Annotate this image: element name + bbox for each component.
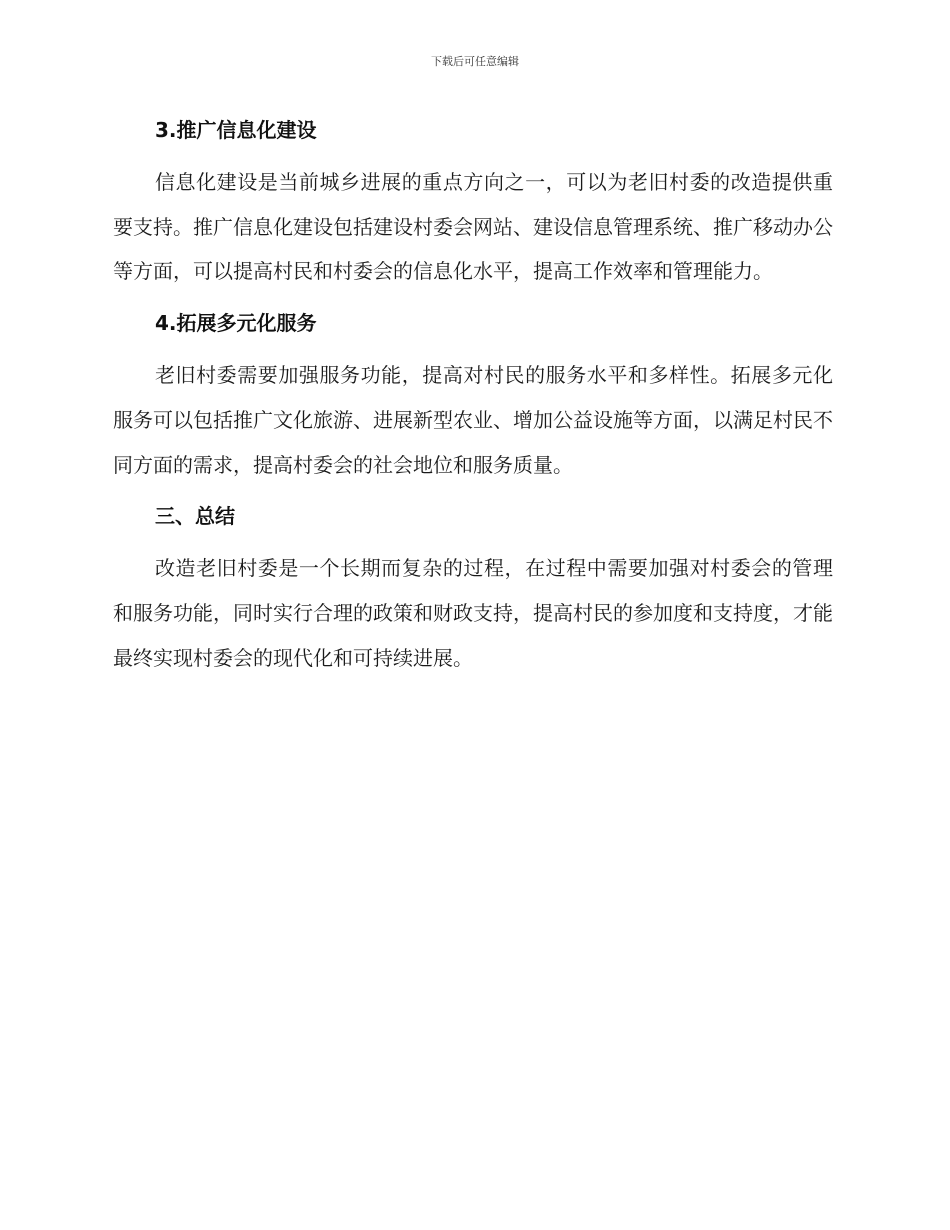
section-heading-diversified-services: 4.拓展多元化服务 (155, 311, 317, 336)
page-header: 下载后可任意编辑 (431, 55, 519, 68)
document-body (113, 110, 833, 689)
section-paragraph-summary: 改造老旧村委是一个长期而复杂的过程，在过程中需要加强对村委会的管理和服务功能，同时实行合理的政策和财政支持，提高村民的参加度和支持度，才能最终实现村委会的现代化和可持续进展。 (113, 556, 833, 670)
section-heading-summary: 三、总结 (155, 504, 235, 529)
section-heading-informatization: 3.推广信息化建设 (155, 118, 317, 142)
section-paragraph-informatization: 信息化建设是当前城乡进展的重点方向之一，可以为老旧村委的改造提供重要支持。推广信息化建设包括建设村委会网站、建设信息管理系统、推广移动办公等方面，可以提高村民和村委会的信息化水平，提高工作效率和管理能力。 (113, 170, 833, 284)
section-paragraph-diversified-services: 老旧村委需要加强服务功能，提高对村民的服务水平和多样性。拓展多元化服务可以包括推广文化旅游、进展新型农业、增加公益设施等方面，以满足村民不同方面的需求，提高村委会的社会地位和服务质量。 (113, 363, 833, 477)
